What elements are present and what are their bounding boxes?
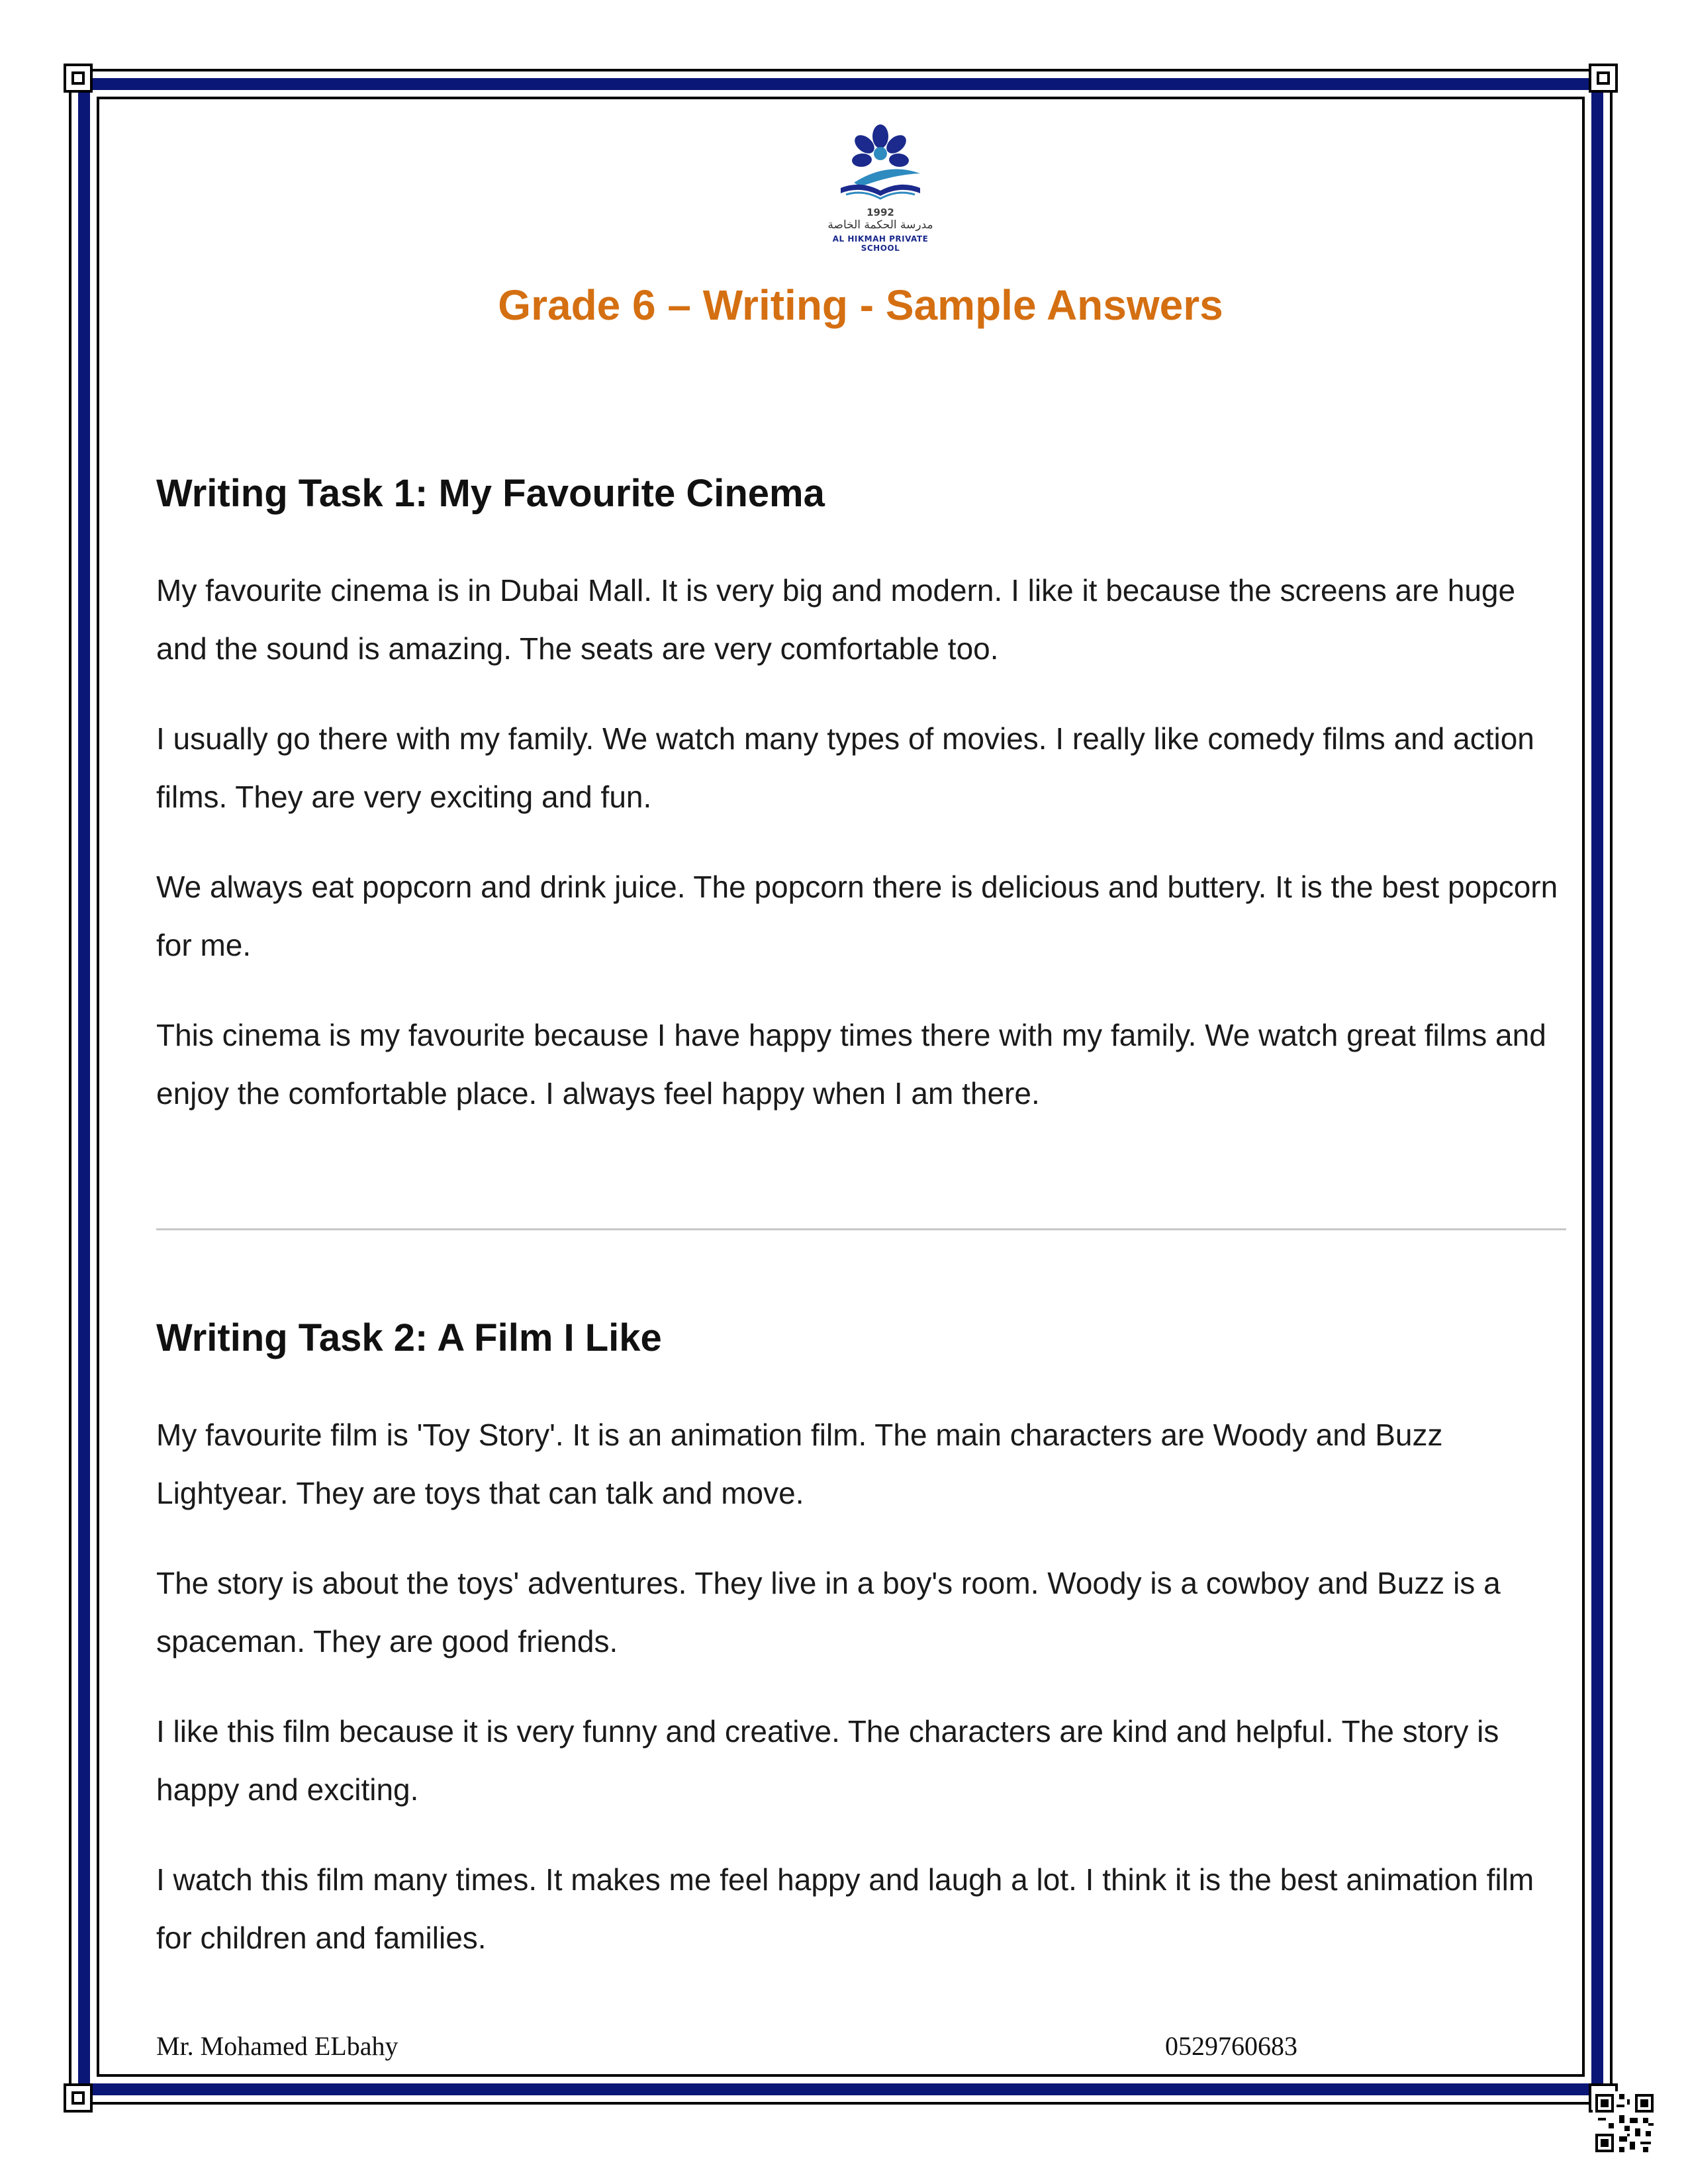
logo-year: 1992 — [867, 206, 894, 218]
logo-english-name: AL HIKMAH PRIVATE SCHOOL — [832, 234, 929, 253]
task1-heading: Writing Task 1: My Favourite Cinema — [156, 472, 825, 515]
corner-ornament-top-right — [1589, 64, 1618, 93]
task2-paragraph-4: I watch this film many times. It makes me feel happy and laugh a lot. I think it is the best animation film for children and families. — [156, 1862, 1534, 1955]
task1-paragraph-1: My favourite cinema is in Dubai Mall. It is very big and modern. I like it because the screens are huge and the sound is amazing. The seats are very comfortable too. — [156, 573, 1516, 666]
task2-paragraph-2: The story is about the toys' adventures. They live in a boy's room. Woody is a cowboy and Buzz is a spaceman. They are good friends. — [156, 1566, 1501, 1659]
task1-paragraph-4: This cinema is my favourite because I have happy times there with my family. We watch great films and enjoy the comfortable place. I always feel happy when I am there. — [156, 1018, 1546, 1111]
qr-code-icon[interactable] — [1593, 2091, 1656, 2155]
footer-phone: 0529760683 — [1165, 2031, 1297, 2061]
document-title: Grade 6 – Writing - Sample Answers — [498, 281, 1223, 329]
task2-heading: Writing Task 2: A Film I Like — [156, 1316, 662, 1359]
corner-ornament-top-left — [64, 64, 93, 93]
task1-paragraph-2: I usually go there with my family. We watch many types of movies. I really like comedy films and action films. They are very exciting and fun. — [156, 721, 1534, 814]
task2-paragraph-1: My favourite film is 'Toy Story'. It is an animation film. The main characters are Woody and Buzz Lightyear. They are toys that can talk and move. — [156, 1418, 1443, 1510]
corner-ornament-bottom-left — [64, 2083, 93, 2113]
school-logo — [814, 122, 947, 254]
footer-author: Mr. Mohamed ELbahy — [156, 2031, 399, 2061]
task1-paragraph-3: We always eat popcorn and drink juice. The popcorn there is delicious and buttery. It is the best popcorn for me. — [156, 870, 1558, 962]
logo-arabic-name: مدرسة الحكمة الخاصة — [827, 218, 933, 232]
section-divider — [156, 1228, 1566, 1230]
task2-paragraph-3: I like this film because it is very funny and creative. The characters are kind and helpful. The story is happy and exciting. — [156, 1714, 1499, 1807]
school-logo-emblem — [814, 122, 947, 208]
